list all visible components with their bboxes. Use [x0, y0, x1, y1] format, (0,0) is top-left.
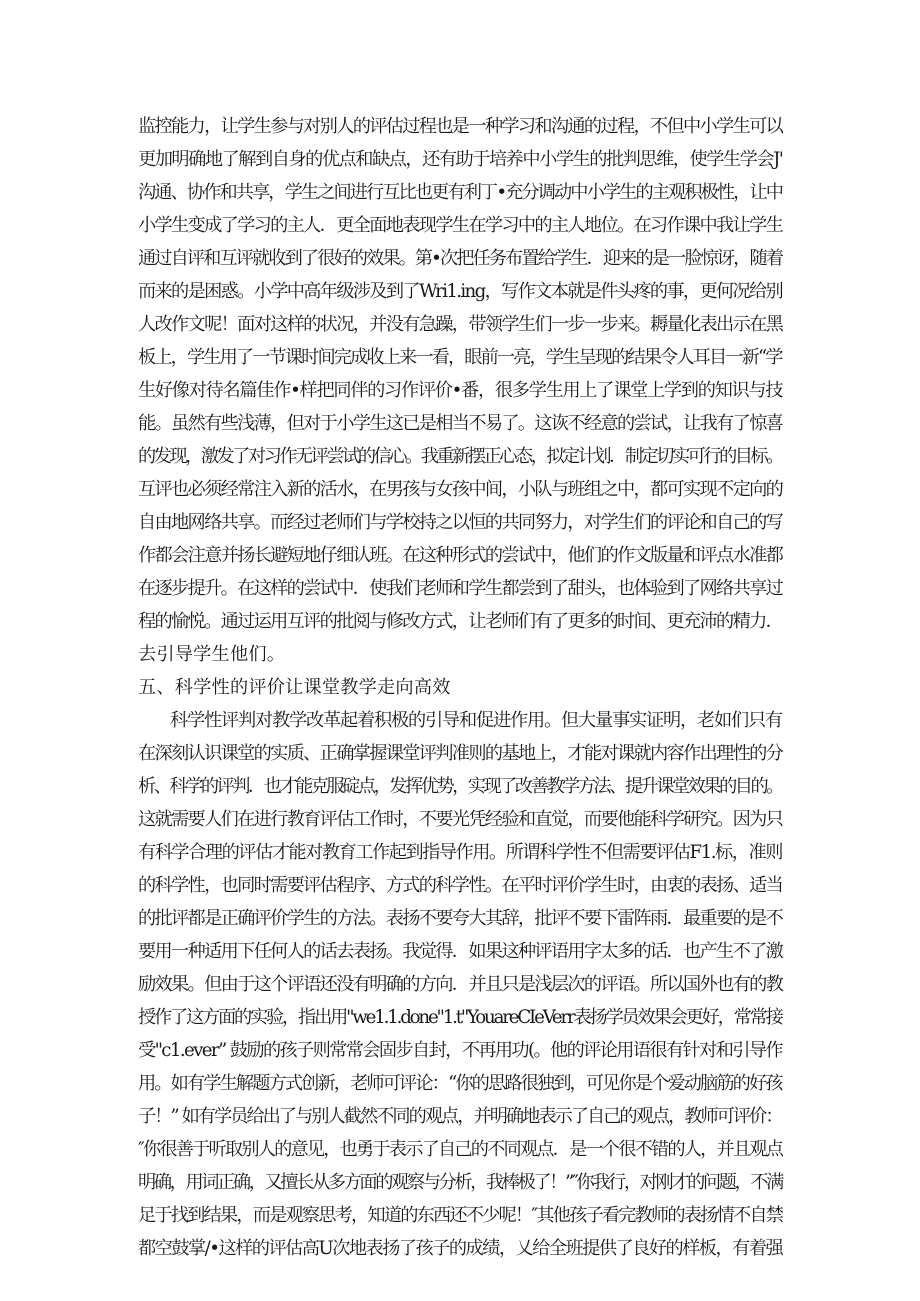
text-line: 足于找到结果，而是观察思考，知道的东西还不少呢！″其他孩子看完教师的表扬情不自禁 — [138, 1205, 783, 1226]
text-line: 要用一种适用下任何人的话去表扬。我觉得．如果这种评语用字太多的话．也产生不了激 — [138, 941, 783, 962]
text-line: 明确，用词正确，又擅长从多方面的观察与分析，我棒极了！”″你我行，对刚才的问题，不满 — [138, 1172, 782, 1193]
text-line: 科学性评判对教学改革起着积极的引导和促进作用。但大量事实证明，老如们只有 — [170, 710, 782, 731]
text-line: 能。虽然有些浅薄，但对于小学生这已是相当不易了。这诙不经意的尝试，让我有了惊喜 — [138, 413, 783, 434]
text-line: 小学生变成了学习的主人．更全面地表现学生在学习中的主人地位。在习作课中我让学生 — [138, 215, 783, 236]
text-line: 人改作文呢！面对这样的状况，并没有急躁，带领学生们一步一步来。耨量化表出示在黑 — [138, 314, 783, 335]
text-line: 的批评都是正确评价学生的方法。表扬不要夸大其辞，批评不要下雷阵雨．最重要的是不 — [138, 908, 783, 929]
text-line: 在深刻认识课堂的实质、正确掌握课堂评判准则的基地上，才能对课就内容作出理性的分 — [138, 743, 783, 764]
text-line: 作都会注意并扬长避短地仔细认班。在这种形式的尝试中，他们的作文版量和评点水准都 — [138, 545, 783, 566]
text-line: 受"c1.ever” 鼓励的孩子则常常会固步自封，不再用功(。他的评论用语很有针对和引导作 — [138, 1040, 782, 1061]
text-line: 励效果。但由于这个评语还没有明确的方向．并且只是浅层次的评语。所以国外也有的教 — [138, 974, 783, 995]
text-line: 的科学性，也同时需要评估程序、方式的科学性。在平时评价学生时，由衷的表扬、适当 — [138, 875, 783, 896]
text-line: 都空鼓掌/•这样的评估高U次地表扬了孩子的成绩，乂给全班提供了良好的样板，有着强 — [138, 1238, 783, 1259]
text-line: 沟通、协作和共享，学生之间进行互比也更有利丁•充分调动中小学生的主观积极性，让中 — [138, 182, 783, 203]
text-line: ″你很善于听取别人的意见，也勇于表示了自己的不同观点．是一个很不错的人，并且观点 — [138, 1139, 783, 1160]
text-line: 去引导学生他们。 — [138, 644, 286, 665]
text-line: 程的愉悦。通过运用互评的批阅与修改方式，让老师们有了更多的时间、更充沛的精力． — [138, 611, 783, 632]
text-line: 而来的是困惑。小学中高年级涉及到了Wri1.ing，写作文本就是件头疼的事，更何况给别 — [138, 281, 783, 302]
text-line: 的发现，激发了对习作无评尝试的信心。我重新摆正心态，拟定计划．制定切实可行的目标。 — [138, 446, 782, 467]
text-line: 这就需要人们在进行教育评估工作时，不要光凭经验和直觉，而要他能科学研究。因为只 — [138, 809, 783, 830]
text-line: 在逐步提升。在这样的尝试中．使我们老师和学生都尝到了甜头，也体验到了网络共享过 — [138, 578, 783, 599]
text-line: 子！” 如有学员给出了与别人截然不同的观点，并明确地表示了自己的观点，教师可评价： — [138, 1106, 782, 1127]
text-line: 板上，学生用了一节课时间完成收上来一看，眼前一亮，学生呈现的结果令人耳目一新“学 — [138, 347, 782, 368]
text-line: 更加明确地了解到自身的优点和缺点，还有助于培养中小学生的批判思维，使学生学会J' — [138, 149, 783, 170]
text-line: 生好像对待名篇佳作•样把同伴的习作评价•番，很多学生用上了课堂上学到的知识与技 — [138, 380, 783, 401]
text-line: 监控能力，让学生参与对别人的评估过程也是一种学习和沟通的过程，不但中小学生可以 — [138, 116, 783, 137]
text-line: 用。如有学生解题方式创新，老师可评论：“你的思路很独到，可见你是个爱动脑筋的好孩 — [138, 1073, 782, 1094]
text-line: 析、科学的评判．也才能克服碇点，发挥优势，实现了改善教学方法、提升课堂效果的目的。 — [138, 776, 782, 797]
section-heading: 五、科学性的评价让课堂教学走向高效 — [138, 677, 451, 698]
text-line: 自由地网络共享。而经过老师们与学校持之以恒的共同努力，对学生们的评论和自己的写 — [138, 512, 783, 533]
text-line: 互评也必须经常注入新的活水，在男孩与女孩中间，小队与班组之中，都可实现不定向的 — [138, 479, 783, 500]
text-line: 有科学合理的评估才能对教育工作起到指导作用。所谓科学性不但需要评估F1.标，准则 — [138, 842, 782, 863]
text-line: 授作了这方面的实验，指出用"we1.1.done"1.t"YouareCIeVerr表扬学员效果会更好，常常接 — [138, 1007, 782, 1028]
text-line: 通过自评和互评就收到了很好的效果。第•次把任务布置给学生．迎来的是一脸惊讶，随着 — [138, 248, 783, 269]
